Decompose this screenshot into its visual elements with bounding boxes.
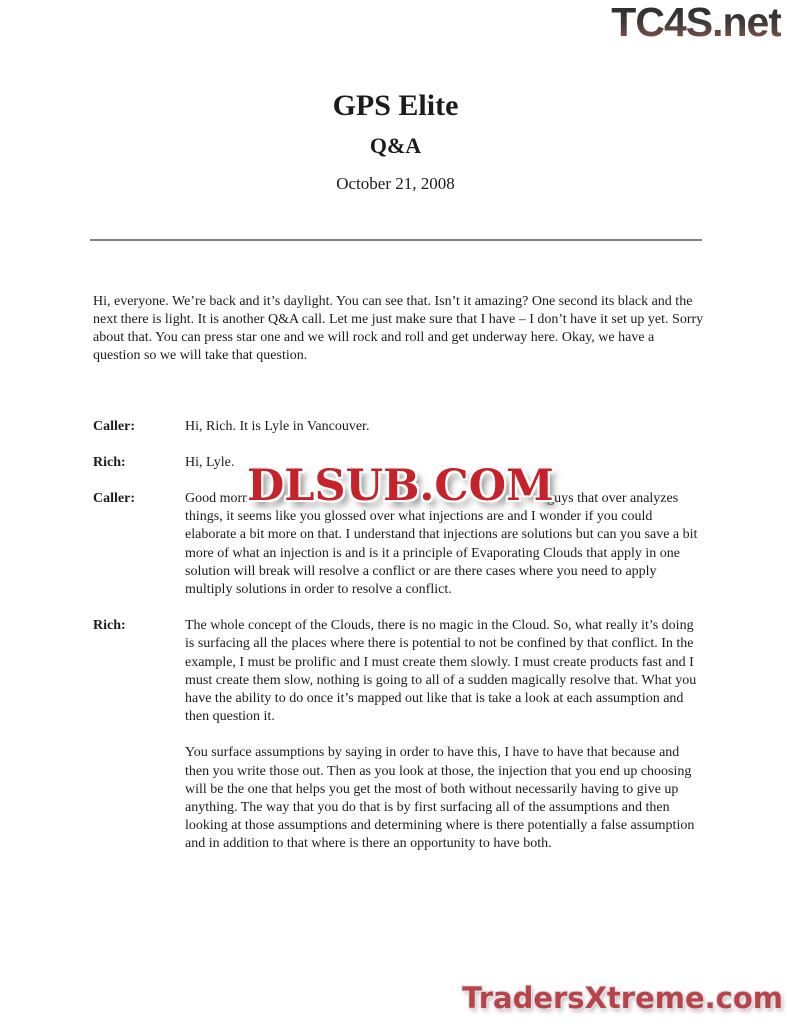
document-date: October 21, 2008: [336, 173, 455, 193]
page-subtitle: Q&A: [369, 133, 422, 158]
speech-paragraph: You surface assumptions by saying in order to have this, I have to have that because and then you write those out. Then as you look at those, the injection that you end up choosing will be the one that helps you get the most of both without necessarily having to give up anything. The way that you do that is by first surfacing all of the assumptions and then looking at those assumptions and determining where is there potentially a false assumption and in addition to that where is there an opportunity to have both.: [185, 745, 695, 852]
dialogue-row: [93, 418, 791, 436]
divider-rule: [90, 239, 702, 241]
speech-text: [185, 617, 700, 853]
speech-paragraph: The whole concept of the Clouds, there is no magic in the Cloud. So, what really it’s doing is surfacing all the places where there is potential to not be confined by that conflict. In the example, I must be prolific and I must create them slowly. I must create products fast and I must create them slow, nothing is going to all of a sudden magically resolve that. What you have the ability to do once it’s mapped out like that is take a look at each assumption and then question it.: [185, 618, 697, 725]
speaker-label: Rich:: [93, 454, 126, 470]
tradersxtreme-logo: TradersXtreme.com: [462, 981, 783, 1016]
speech-fragment-after: guys that over analyzes: [547, 490, 679, 506]
speaker-label: Caller:: [93, 490, 135, 506]
dlsub-watermark: DLSUB.COM: [247, 460, 554, 511]
title-block: [0, 88, 791, 195]
tc4s-logo: TC4S.net: [611, 0, 781, 45]
dialogue-transcript: [93, 418, 791, 854]
dialogue-row: [93, 617, 791, 853]
speech-text: Hi, Lyle.: [185, 454, 235, 470]
speech-continuation: things, it seems like you glossed over what injections are and I wonder if you could elaborate a bit more on that. I understand that injections are solutions but can you save a bit more of what an injection is and is it a principle of Evaporating Clouds that apply in one solution will break will resolve a conflict or are there cases where you need to apply multiply solutions in order to resolve a conflict.: [185, 509, 698, 597]
speaker-label: Caller:: [93, 418, 135, 434]
page-title: GPS Elite: [332, 89, 459, 122]
speech-text: Hi, Rich. It is Lyle in Vancouver.: [185, 418, 370, 434]
speaker-label: Rich:: [93, 618, 126, 634]
speech-fragment-before: Good morn: [185, 490, 250, 506]
intro-paragraph: Hi, everyone. We’re back and it’s daylight. You can see that. Isn’t it amazing? One second its black and the next there is light. It is another Q&A call. Let me just make sure that I have – I don’t have it set up yet. Sorry about that. You can press star one and we will rock and roll and get underway here. Okay, we have a question so we will take that question.: [93, 293, 704, 364]
